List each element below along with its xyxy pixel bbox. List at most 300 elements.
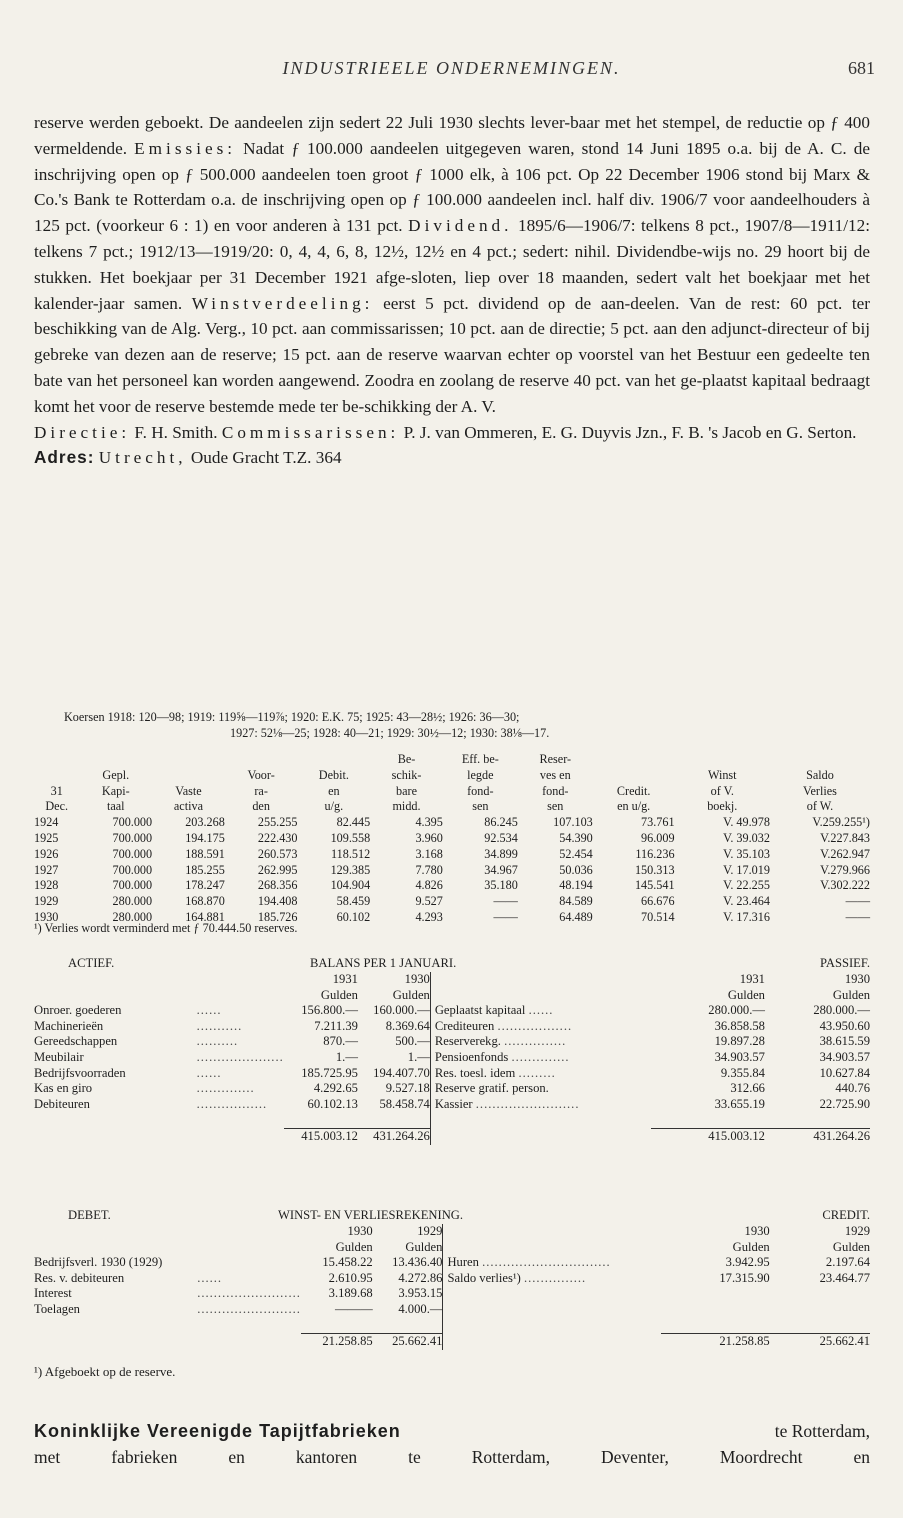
balans-left-value: 58.458.74 bbox=[379, 1096, 430, 1111]
balans-right-value: 43.950.60 bbox=[819, 1018, 870, 1033]
history-header-cell bbox=[34, 768, 79, 784]
history-header-cell: Debit. bbox=[318, 767, 349, 782]
winst-right-leader: ............... bbox=[523, 1270, 587, 1285]
balans-row bbox=[34, 1019, 870, 1035]
winst-spacer bbox=[443, 1240, 661, 1256]
history-cell: 52.454 bbox=[559, 846, 593, 861]
history-cell: 700.000 bbox=[112, 830, 153, 845]
balans-row bbox=[34, 1066, 870, 1082]
history-header-cell: legde bbox=[467, 767, 494, 782]
history-cell: 58.459 bbox=[336, 894, 371, 909]
balans-year: 1931 bbox=[332, 972, 358, 986]
winst-currency: Gulden bbox=[832, 1239, 870, 1254]
balans-right-label-text: Res. toesl. idem bbox=[434, 1065, 516, 1080]
paragraph-adres bbox=[34, 445, 870, 471]
label-directie: Directie: bbox=[34, 422, 131, 442]
history-header-cell bbox=[79, 752, 152, 768]
winst-spacer bbox=[661, 1286, 770, 1302]
paragraph-main bbox=[34, 110, 870, 420]
winst-right-value: 23.464.77 bbox=[819, 1270, 870, 1285]
balans-left-leader: ................. bbox=[196, 1096, 268, 1111]
balans-right-value: 34.903.57 bbox=[714, 1049, 765, 1064]
history-cell: 66.676 bbox=[641, 894, 675, 909]
text-winstverdeeling: eerst 5 pct. dividend op de aan-deelen. Van de rest: 60 pct. ter beschikking van de Alg. Verg., 10 pct. aan commissarissen; 10 pct. aan de directie; 5 pct. aan den adjunct-directeur of bij gebreke van dezen aan de reserve; 15 pct. aan de reserve waarvan echter op voorstel van het Bestuur een gedeelte ten bate van het personeel kan worden aangewend. Zoodra en zoolang de reserve 40 pct. van het ge-plaatst kapitaal bedraagt komt het voor de reserve bestemde mede ter be-schikking der A. V. bbox=[34, 293, 871, 416]
history-header-cell: Verlies bbox=[803, 783, 837, 798]
history-cell: 3.168 bbox=[415, 846, 443, 861]
winst-spacer bbox=[301, 1318, 373, 1334]
winst-spacer bbox=[373, 1318, 443, 1334]
koersen-line-1: Koersen 1918: 120—98; 1919: 119⅝—119⅞; 1920: E.K. 75; 1925: 43—28½; 1926: 36—30; bbox=[64, 710, 520, 724]
history-cell: 194.175 bbox=[185, 830, 225, 845]
next-company-block bbox=[34, 1418, 870, 1470]
balans-right-label-text: Reserverekg. bbox=[434, 1034, 501, 1049]
history-header-cell bbox=[675, 752, 770, 768]
balans-left-value: 4.292.65 bbox=[313, 1081, 358, 1096]
balans-right-value: 38.615.59 bbox=[819, 1034, 870, 1049]
winst-currency: Gulden bbox=[335, 1239, 373, 1254]
history-cell: V. 17.316 bbox=[723, 909, 770, 924]
balans-left-value: 185.725.95 bbox=[301, 1065, 358, 1080]
balans-right-label-text: Kassier bbox=[434, 1096, 473, 1111]
history-cell: —— bbox=[493, 909, 518, 924]
history-cell: 7.780 bbox=[415, 862, 443, 877]
balans-right-leader: ...... bbox=[528, 1003, 554, 1018]
winst-spacer bbox=[661, 1318, 770, 1334]
balans-spacer bbox=[765, 1112, 870, 1128]
balans-total: 415.003.12 bbox=[284, 1128, 358, 1144]
history-cell: 1930 bbox=[34, 909, 59, 924]
winst-total: 21.258.85 bbox=[661, 1334, 770, 1350]
history-header-cell: activa bbox=[173, 799, 203, 814]
winst-spacer bbox=[770, 1286, 870, 1302]
balans-right-label bbox=[430, 1003, 651, 1019]
history-header-cell: ves en bbox=[539, 767, 571, 782]
balans-totals-row bbox=[34, 1128, 870, 1144]
balans-right-label-text: Geplaatst kapitaal bbox=[434, 1003, 526, 1018]
history-cell: 164.881 bbox=[185, 909, 225, 924]
balans-spacer bbox=[651, 1112, 765, 1128]
history-cell: 255.255 bbox=[257, 815, 298, 830]
history-header-cell: fond- bbox=[542, 783, 569, 798]
label-winstverdeeling: Winstverdeeling: bbox=[191, 293, 374, 313]
history-cell: 280.000 bbox=[112, 894, 153, 909]
balans-right-value: 33.655.19 bbox=[714, 1096, 765, 1111]
balans-spacer bbox=[34, 1128, 197, 1144]
history-cell: V.227.843 bbox=[820, 830, 870, 845]
balans-total: 431.264.26 bbox=[358, 1128, 430, 1144]
balans-spacer bbox=[430, 1128, 651, 1144]
balans-spacer bbox=[34, 1112, 197, 1128]
history-cell: 84.589 bbox=[559, 894, 593, 909]
history-cell: 34.967 bbox=[484, 862, 518, 877]
winst-spacer bbox=[443, 1302, 661, 1318]
history-header-cell bbox=[152, 768, 225, 784]
history-cell: 1929 bbox=[34, 894, 59, 909]
balans-right-value: 10.627.84 bbox=[819, 1065, 870, 1080]
balans-total: 415.003.12 bbox=[651, 1128, 765, 1144]
koersen-line-2: 1927: 52⅛—25; 1928: 40—21; 1929: 30½—12; 1930: 38⅛—17. bbox=[230, 725, 550, 740]
balans-spacer bbox=[197, 988, 284, 1004]
balans-spacer bbox=[284, 1112, 358, 1128]
history-cell: 194.408 bbox=[257, 894, 298, 909]
history-cell: 4.293 bbox=[415, 909, 443, 924]
balans-right-value: 280.000.— bbox=[708, 1003, 765, 1018]
winst-spacer bbox=[443, 1318, 661, 1334]
history-header-cell: Saldo bbox=[806, 767, 834, 782]
balans-left-value: 8.369.64 bbox=[385, 1018, 430, 1033]
text-dividend: 1895/6—1906/7: telkens 8 pct., 1907/8—1911/12: telkens 7 pct.; 1912/13—1919/20: 0, 4, 4, 6, 8, 12½, 12½ en 4 pct.; sedert: nihil. Dividendbe-wijs no. 29 hoort bij de stukken. Het boekjaar per 31 December 1921 afge-sloten, liep over 18 maanden, sedert valt het boekjaar met het kalender-jaar samen. bbox=[34, 216, 871, 313]
paragraph-directie bbox=[34, 420, 870, 446]
balans-right-label-text: Pensioenfonds bbox=[434, 1049, 509, 1064]
history-cell: V.279.966 bbox=[820, 862, 870, 877]
history-cell: 222.430 bbox=[257, 830, 298, 845]
history-cell: V. 23.464 bbox=[723, 894, 770, 909]
winst-title: WINST- EN VERLIESREKENING. bbox=[278, 1208, 464, 1222]
history-header-cell: Vaste bbox=[175, 783, 202, 798]
history-header-cell: en bbox=[328, 783, 340, 798]
balans-currency: Gulden bbox=[392, 987, 430, 1002]
running-title: INDUSTRIEELE ONDERNEMINGEN. bbox=[282, 58, 621, 78]
winst-left-label: Res. v. debiteuren bbox=[34, 1270, 125, 1285]
page-number: 681 bbox=[848, 58, 875, 78]
balans-total: 431.264.26 bbox=[765, 1128, 870, 1144]
history-cell: —— bbox=[845, 894, 870, 909]
winst-right-value: 3.942.95 bbox=[725, 1255, 770, 1270]
balans-header bbox=[34, 956, 870, 972]
history-cell: 129.385 bbox=[330, 862, 371, 877]
history-header-cell: Voor- bbox=[247, 767, 275, 782]
history-header-cell: Credit. bbox=[616, 783, 651, 798]
history-header-cell: bare bbox=[396, 783, 417, 798]
winst-total: 25.662.41 bbox=[770, 1334, 870, 1350]
history-row bbox=[34, 815, 870, 831]
balans-table bbox=[34, 972, 870, 1145]
winst-currency-row bbox=[34, 1240, 870, 1256]
balans-left-value: 1.— bbox=[407, 1049, 430, 1064]
history-table bbox=[34, 752, 870, 926]
winst-row bbox=[34, 1271, 870, 1287]
history-header-cell bbox=[770, 752, 870, 768]
history-cell: 1925 bbox=[34, 830, 59, 845]
balans-spacer bbox=[197, 972, 284, 988]
winst-years-row bbox=[34, 1224, 870, 1240]
history-header-row bbox=[34, 768, 870, 784]
winst-right-label bbox=[443, 1255, 661, 1271]
winst-table bbox=[34, 1224, 870, 1350]
history-cell: 185.255 bbox=[185, 862, 225, 877]
history-cell: 185.726 bbox=[257, 909, 298, 924]
balans-spacer bbox=[430, 988, 651, 1004]
winst-year: 1929 bbox=[417, 1224, 443, 1238]
label-dividend: Dividend. bbox=[408, 216, 513, 236]
company-location: te Rotterdam, bbox=[774, 1421, 870, 1441]
winst-gap-row bbox=[34, 1318, 870, 1334]
history-row bbox=[34, 863, 870, 879]
winst-left-value: 4.272.86 bbox=[398, 1270, 443, 1285]
winst-spacer bbox=[197, 1334, 301, 1350]
history-cell: 260.573 bbox=[257, 846, 298, 861]
history-cell: 178.247 bbox=[185, 878, 225, 893]
winst-left-value: 15.458.22 bbox=[322, 1255, 373, 1270]
winst-left-value: 2.610.95 bbox=[328, 1270, 373, 1285]
winst-left-label: Toelagen bbox=[34, 1301, 80, 1316]
balans-right-value: 9.355.84 bbox=[720, 1065, 765, 1080]
history-header-row bbox=[34, 784, 870, 800]
winst-total: 21.258.85 bbox=[301, 1334, 373, 1350]
winst-left-label: Interest bbox=[34, 1286, 72, 1301]
winst-year: 1930 bbox=[347, 1224, 373, 1238]
balans-left-value: 9.527.18 bbox=[385, 1081, 430, 1096]
company-name: Koninklijke Vereenigde Tapijtfabrieken bbox=[34, 1421, 401, 1441]
balans-left-value: 7.211.39 bbox=[314, 1018, 358, 1033]
balans-row bbox=[34, 1034, 870, 1050]
balans-row bbox=[34, 1050, 870, 1066]
winst-spacer bbox=[443, 1224, 661, 1240]
winst-spacer bbox=[197, 1318, 301, 1334]
history-header-cell: Winst bbox=[707, 767, 737, 782]
history-cell: 109.558 bbox=[330, 830, 371, 845]
balans-spacer bbox=[430, 972, 651, 988]
winst-right-label-text: Saldo verlies¹) bbox=[447, 1270, 521, 1285]
history-row bbox=[34, 847, 870, 863]
history-header-cell: Dec. bbox=[45, 799, 69, 814]
winst-spacer bbox=[34, 1224, 197, 1240]
winst-left-value: 4.000.— bbox=[398, 1301, 443, 1316]
history-cell: 4.826 bbox=[415, 878, 443, 893]
balans-left-value: 156.800.— bbox=[301, 1003, 358, 1018]
balans-spacer bbox=[197, 1128, 284, 1144]
balans-row bbox=[34, 1097, 870, 1113]
balans-right-leader: ......................... bbox=[475, 1096, 580, 1111]
balans-year: 1931 bbox=[739, 972, 765, 986]
balans-title: BALANS PER 1 JANUARI. bbox=[310, 956, 457, 970]
balans-year: 1930 bbox=[404, 972, 430, 986]
next-company-line-2: met fabrieken en kantoren te Rotterdam, Deventer, Moordrecht en bbox=[34, 1447, 870, 1467]
winst-spacer bbox=[770, 1318, 870, 1334]
winst-left-value: 13.436.40 bbox=[392, 1255, 443, 1270]
winst-footnote: ¹) Afgeboekt op de reserve. bbox=[34, 1364, 176, 1379]
history-row bbox=[34, 878, 870, 894]
winst-spacer bbox=[443, 1334, 661, 1350]
winst-spacer bbox=[34, 1334, 197, 1350]
balans-years-row bbox=[34, 972, 870, 988]
history-cell: 86.245 bbox=[484, 815, 518, 830]
history-cell: V.259.255¹) bbox=[812, 815, 870, 830]
balans-spacer bbox=[34, 972, 197, 988]
history-cell: 3.960 bbox=[415, 830, 443, 845]
balans-spacer bbox=[358, 1112, 430, 1128]
balans-right-label bbox=[430, 1019, 651, 1035]
history-cell: 700.000 bbox=[112, 878, 153, 893]
adres-text: Oude Gracht T.Z. 364 bbox=[190, 448, 342, 468]
balans-right-label-text: Crediteuren bbox=[434, 1018, 495, 1033]
history-cell: V. 39.032 bbox=[723, 830, 770, 845]
history-footnote: ¹) Verlies wordt verminderd met ƒ 70.444.50 reserves. bbox=[34, 921, 298, 935]
winst-row bbox=[34, 1302, 870, 1318]
balans-currency-row bbox=[34, 988, 870, 1004]
history-cell: 104.904 bbox=[330, 878, 371, 893]
winst-left-label: Bedrijfsverl. 1930 (1929) bbox=[34, 1255, 163, 1270]
history-cell: 268.356 bbox=[257, 878, 298, 893]
history-cell: 1927 bbox=[34, 862, 59, 877]
winst-spacer bbox=[661, 1302, 770, 1318]
history-cell: 82.445 bbox=[336, 815, 371, 830]
balans-right-value: 36.858.58 bbox=[714, 1018, 765, 1033]
balans-currency: Gulden bbox=[727, 987, 765, 1002]
balans-currency: Gulden bbox=[320, 987, 358, 1002]
balans-right-leader: .............. bbox=[511, 1049, 570, 1064]
history-cell: V. 35.103 bbox=[723, 846, 770, 861]
balans-right-label bbox=[430, 1097, 651, 1113]
history-header-cell: ra- bbox=[254, 783, 268, 798]
winst-left-leader bbox=[197, 1255, 301, 1271]
winst-right-label bbox=[443, 1271, 661, 1287]
history-header-cell: of V. bbox=[710, 783, 734, 798]
history-cell: 60.102 bbox=[336, 909, 371, 924]
history-cell: 700.000 bbox=[112, 815, 153, 830]
winst-left-leader: ...... bbox=[197, 1270, 223, 1285]
history-header-cell: Kapi- bbox=[101, 783, 130, 798]
balans-left-label: Machinerieën bbox=[34, 1018, 104, 1033]
winst-total: 25.662.41 bbox=[373, 1334, 443, 1350]
history-row bbox=[34, 894, 870, 910]
balans-left-label: Meubilair bbox=[34, 1049, 84, 1064]
balans-left-value: 60.102.13 bbox=[307, 1096, 358, 1111]
balans-right-label bbox=[430, 1081, 651, 1097]
history-header-cell: Eff. be- bbox=[461, 752, 499, 766]
history-header-cell: en u/g. bbox=[617, 799, 651, 814]
label-commissarissen: Commissarissen: bbox=[221, 422, 400, 442]
history-header-cell bbox=[297, 752, 370, 768]
balans-left-leader: ...... bbox=[196, 1065, 222, 1080]
history-header-cell bbox=[593, 752, 675, 768]
winst-currency: Gulden bbox=[732, 1239, 770, 1254]
history-header-cell: midd. bbox=[392, 799, 421, 814]
history-header-row bbox=[34, 799, 870, 815]
winst-row bbox=[34, 1255, 870, 1271]
history-cell: 700.000 bbox=[112, 862, 153, 877]
history-header-cell: of W. bbox=[806, 799, 834, 814]
history-cell: 4.395 bbox=[415, 815, 443, 830]
history-cell: 64.489 bbox=[559, 909, 593, 924]
balans-right-label bbox=[430, 1050, 651, 1066]
winst-currency: Gulden bbox=[405, 1239, 443, 1254]
text-commissarissen: P. J. van Ommeren, E. G. Duyvis Jzn., F. B. 's Jacob en G. Serton. bbox=[403, 422, 857, 442]
winst-left-value: 3.953.15 bbox=[398, 1286, 443, 1301]
history-cell: 73.761 bbox=[641, 815, 675, 830]
winst-year: 1929 bbox=[844, 1224, 870, 1238]
balans-right-value: 34.903.57 bbox=[819, 1049, 870, 1064]
label-emissies: Emissies: bbox=[134, 138, 237, 158]
winst-row bbox=[34, 1286, 870, 1302]
balans-gap-row bbox=[34, 1112, 870, 1128]
balans-right-value: 22.725.90 bbox=[819, 1096, 870, 1111]
balans-spacer bbox=[197, 1112, 284, 1128]
history-cell: 34.899 bbox=[484, 846, 518, 861]
winst-debet-title: DEBET. bbox=[68, 1208, 111, 1222]
balans-left-label: Bedrijfsvoorraden bbox=[34, 1065, 126, 1080]
winst-spacer bbox=[770, 1302, 870, 1318]
history-header-cell: Reser- bbox=[539, 752, 572, 766]
history-cell: 700.000 bbox=[112, 846, 153, 861]
balans-left-label: Onroer. goederen bbox=[34, 1003, 122, 1018]
balans-currency: Gulden bbox=[832, 987, 870, 1002]
history-header-row bbox=[34, 752, 870, 768]
winst-spacer bbox=[34, 1318, 197, 1334]
history-cell: V. 17.019 bbox=[723, 862, 770, 877]
history-cell: —— bbox=[493, 894, 518, 909]
balans-right-leader: .................. bbox=[497, 1018, 573, 1033]
winst-header bbox=[34, 1208, 870, 1224]
balans-spacer bbox=[34, 988, 197, 1004]
history-header-cell bbox=[34, 752, 79, 768]
balans-right-value: 312.66 bbox=[730, 1081, 765, 1096]
history-cell: 1926 bbox=[34, 846, 59, 861]
winst-right-leader: ............................... bbox=[482, 1255, 611, 1270]
text-reserve: reserve werden geboekt. De aandeelen zijn sedert 22 Juli 1930 slechts lever-baar met het stempel, de reductie op ƒ 400 vermeldende. bbox=[34, 113, 870, 158]
history-cell: 188.591 bbox=[185, 846, 225, 861]
history-cell: 96.009 bbox=[641, 830, 675, 845]
balans-left-value: 870.— bbox=[323, 1034, 358, 1049]
balans-left-label: Gereedschappen bbox=[34, 1034, 118, 1049]
winst-right-label-text: Huren bbox=[447, 1255, 479, 1270]
history-cell: V.302.222 bbox=[820, 878, 870, 893]
history-header-cell: u/g. bbox=[324, 799, 344, 814]
text-directie: F. H. Smith. bbox=[134, 422, 218, 442]
adres-city: Utrecht, bbox=[98, 448, 187, 468]
history-cell: 116.236 bbox=[635, 846, 675, 861]
balans-left-value: 1.— bbox=[335, 1049, 358, 1064]
balans-right-label bbox=[430, 1034, 651, 1050]
history-cell: 118.512 bbox=[331, 846, 371, 861]
history-header-cell: 31 bbox=[50, 783, 63, 798]
balans-left-value: 160.000.— bbox=[373, 1003, 430, 1018]
history-row bbox=[34, 831, 870, 847]
balans-right-leader: ......... bbox=[518, 1065, 556, 1080]
balans-right-value: 440.76 bbox=[835, 1081, 870, 1096]
history-cell: 50.036 bbox=[559, 862, 593, 877]
balans-left-leader: ...... bbox=[196, 1003, 222, 1018]
history-header-cell: den bbox=[252, 799, 270, 814]
history-cell: 9.527 bbox=[415, 894, 443, 909]
history-cell: 35.180 bbox=[484, 878, 518, 893]
balans-row bbox=[34, 1081, 870, 1097]
balans-right-value: 19.897.28 bbox=[714, 1034, 765, 1049]
balans-spacer bbox=[430, 1112, 651, 1128]
balans-left-leader: ..................... bbox=[196, 1049, 284, 1064]
balans-left-leader: ........... bbox=[196, 1018, 243, 1033]
history-cell: 262.995 bbox=[257, 862, 298, 877]
koersen-block bbox=[34, 710, 870, 741]
history-header-cell bbox=[593, 768, 675, 784]
body-text bbox=[34, 110, 870, 471]
balans-left-label: Kas en giro bbox=[34, 1081, 93, 1096]
winst-left-leader: ......................... bbox=[197, 1286, 301, 1301]
balans-right-label bbox=[430, 1066, 651, 1082]
winst-spacer bbox=[197, 1240, 301, 1256]
history-header-cell bbox=[152, 752, 225, 768]
winst-spacer bbox=[34, 1240, 197, 1256]
winst-left-leader: ......................... bbox=[197, 1301, 301, 1316]
balans-right-label-text: Reserve gratif. person. bbox=[434, 1081, 549, 1096]
balans-left-value: 194.407.70 bbox=[373, 1065, 430, 1080]
history-header-cell: taal bbox=[106, 799, 125, 814]
winst-spacer bbox=[443, 1286, 661, 1302]
text-emissies: Nadat ƒ 100.000 aandeelen uitgegeven waren, stond 14 Juni 1895 o.a. bij de A. C. de inschrijving open op ƒ 500.000 aandeelen toen groot ƒ 1000 elk, à 106 pct. Op 22 December 1906 stond bij Marx & Co.'s Bank te Rotterdam o.a. de inschrijving open op ƒ 100.000 aandeelen incl. half div. 1906/7 voor aandeelhouders à 125 pct. (voorkeur 6 : 1) en voor anderen à 131 pct. bbox=[34, 138, 871, 236]
balans-left-label: Debiteuren bbox=[34, 1096, 90, 1111]
history-header-cell: Be- bbox=[397, 752, 416, 766]
history-cell: 150.313 bbox=[634, 862, 675, 877]
